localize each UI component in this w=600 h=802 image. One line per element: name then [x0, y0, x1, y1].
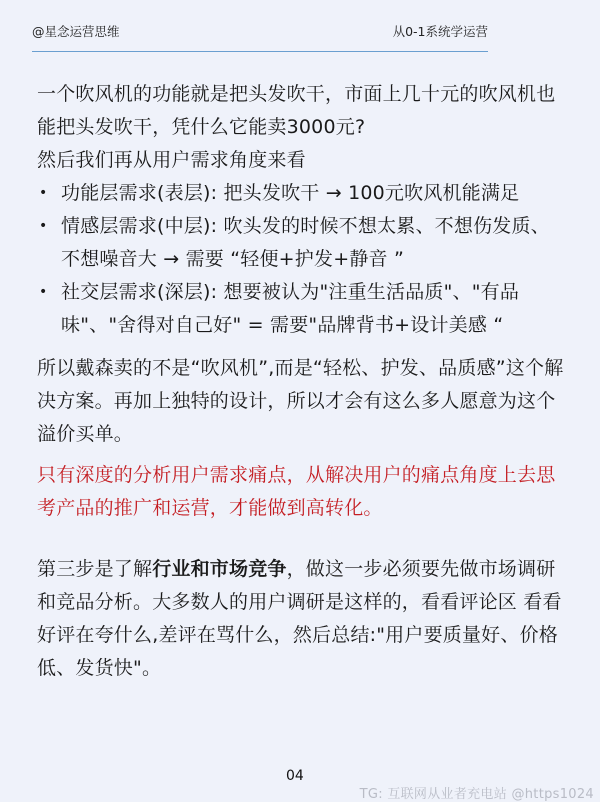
- intro-transition: 然后我们再从用户需求角度来看: [37, 149, 306, 171]
- list-item-text: 社交层需求(深层): 想要被认为"注重生活品质"、"有品味"、"舍得对自己好" = 需要"品牌背书+设计美感 “: [61, 281, 520, 336]
- page-number: 04: [286, 768, 304, 784]
- intro-question: 一个吹风机的功能就是把头发吹干，市面上几十元的吹风机也能把头发吹干，凭什么它能卖3000元?: [37, 83, 556, 138]
- list-item-text: 功能层需求(表层): 把头发吹干 → 100元吹风机能满足: [61, 182, 520, 204]
- author-handle: @星念运营思维: [32, 24, 120, 39]
- header-divider: [32, 51, 488, 52]
- step3-bold-keyword: 行业和市场竞争: [152, 558, 287, 580]
- step3-paragraph: [37, 553, 567, 685]
- article-body: [37, 78, 567, 685]
- bullet-icon: •: [39, 218, 48, 234]
- step3-prefix: 第三步是了解: [37, 558, 153, 580]
- needs-list: [37, 177, 567, 342]
- list-item-functional: [37, 177, 567, 210]
- list-item-text: 情感层需求(中层): 吹头发的时候不想太累、不想伤发质、不想噪音大 → 需要 “轻便+护发+静音 ”: [61, 215, 550, 270]
- step3-suffix: ，做这一步必须要先做市场调研和竞品分析。大多数人的用户调研是这样的，看看评论区 看看好评在夸什么,差评在骂什么，然后总结:"用户要质量好、价格低、发货快"。: [37, 558, 562, 679]
- watermark: TG: 互联网从业者充电站 @https1024: [359, 787, 594, 802]
- bullet-icon: •: [39, 185, 48, 201]
- highlight-paragraph: 只有深度的分析用户需求痛点，从解决用户的痛点角度上去思考产品的推广和运营，才能做到高转化。: [37, 464, 556, 519]
- bullet-icon: •: [39, 284, 48, 300]
- list-item-emotional: [37, 210, 567, 276]
- series-title: 从0-1系统学运营: [392, 24, 488, 39]
- conclusion-paragraph: 所以戴森卖的不是“吹风机”,而是“轻松、护发、品质感”这个解决方案。再加上独特的设计，所以才会有这么多人愿意为这个溢价买单。: [37, 357, 564, 445]
- list-item-social: [37, 276, 567, 342]
- page-header: [32, 22, 488, 40]
